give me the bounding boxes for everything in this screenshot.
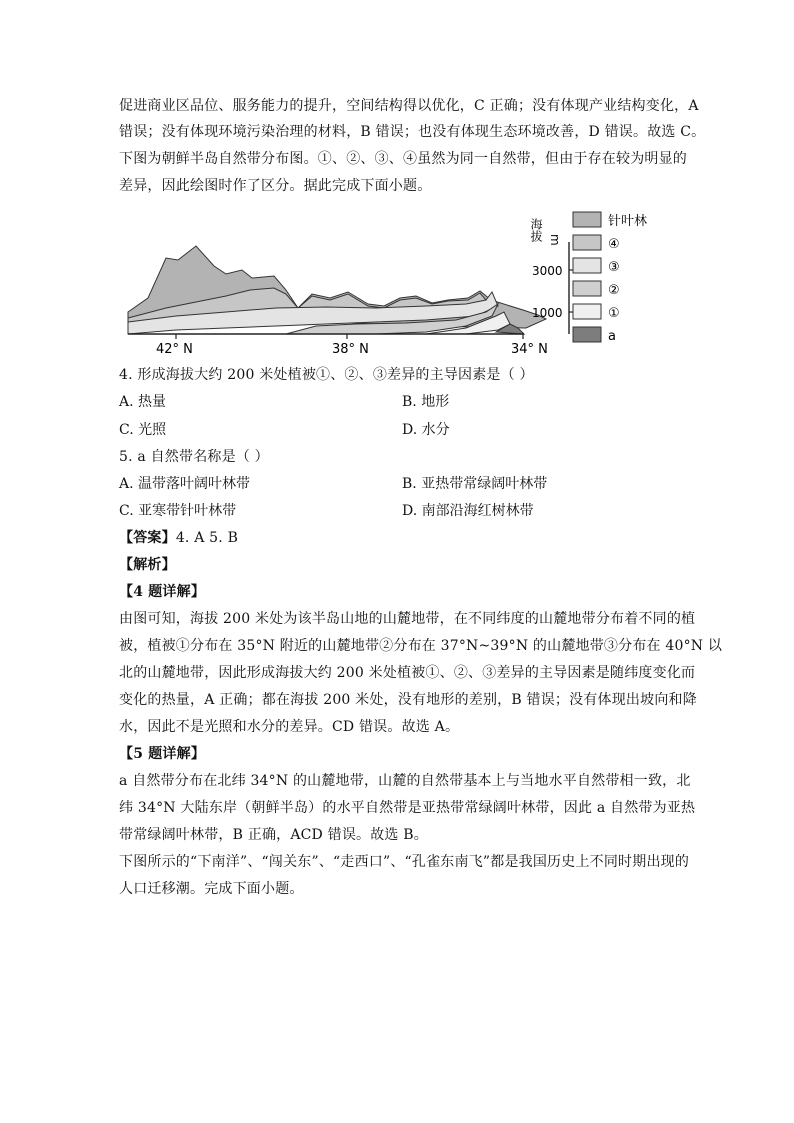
x-tick-label-3: 34° N (511, 342, 548, 357)
analysis-label: 【解析】 (119, 557, 176, 573)
detail-4-line-1: 由图可知，海拔 200 米处为该半岛山地的山麓地带，在不同纬度的山麓地带分布着不同的植 (119, 611, 696, 627)
legend-swatch-2 (573, 281, 601, 296)
natural-zone-profile-figure (126, 208, 666, 358)
detail-5-label: 【5 题详解】 (119, 746, 206, 762)
legend-label-3: ③ (608, 260, 620, 275)
q5-stem: 5. a 自然带名称是（ ） (119, 449, 269, 465)
intro-line-2: 错误；没有体现环境污染治理的材料，B 错误；也没有体现生态环境改善，D 错误。故选 C。 (119, 124, 706, 140)
y-axis-unit: m (548, 234, 562, 246)
q4-option-c[interactable]: C. 光照 (119, 422, 167, 438)
legend-swatch-a (573, 327, 601, 342)
legend (573, 212, 647, 344)
profile-svg (126, 208, 666, 358)
answer-label: 【答案】 (119, 530, 176, 546)
q5-option-c[interactable]: C. 亚寒带针叶林带 (119, 503, 237, 519)
legend-swatch-1 (573, 304, 601, 319)
legend-swatch-3 (573, 258, 601, 273)
detail-4-label: 【4 题详解】 (119, 584, 206, 600)
q4-option-b[interactable]: B. 地形 (402, 394, 450, 410)
intro-line-1: 促进商业区品位、服务能力的提升，空间结构得以优化，C 正确；没有体现产业结构变化，A (119, 98, 699, 114)
q4-stem: 4. 形成海拔大约 200 米处植被①、②、③差异的主导因素是（ ） (119, 367, 534, 383)
intro-line-3: 下图为朝鲜半岛自然带分布图。①、②、③、④虽然为同一自然带，但由于存在较为明显的 (119, 151, 687, 167)
answer-line (119, 528, 238, 548)
detail-4-line-4: 变化的热量，A 正确；都在海拔 200 米处，没有地形的差别，B 错误；没有体现出坡向和降 (119, 692, 697, 708)
q5-option-d[interactable]: D. 南部沿海红树林带 (402, 503, 534, 519)
legend-label-1: ① (608, 306, 620, 321)
q5-option-a[interactable]: A. 温带落叶阔叶林带 (119, 476, 251, 492)
detail-5-line-3: 带常绿阔叶林带，B 正确，ACD 错误。故选 B。 (119, 827, 428, 843)
detail-4-line-2: 被，植被①分布在 35°N 附近的山麓地带②分布在 37°N~39°N 的山麓地带③分布在 40°N 以 (119, 638, 723, 654)
q5-option-b[interactable]: B. 亚热带常绿阔叶林带 (402, 476, 548, 492)
detail-4-line-5: 水，因此不是光照和水分的差异。CD 错误。故选 A。 (119, 719, 460, 735)
q4-option-a[interactable]: A. 热量 (119, 394, 167, 410)
legend-swatch-4 (573, 235, 601, 250)
x-tick-label-2: 38° N (332, 342, 369, 357)
legend-label-conifer: 针叶林 (608, 214, 648, 229)
legend-label-4: ④ (608, 237, 620, 252)
intro-line-4: 差异，因此绘图时作了区分。据此完成下面小题。 (119, 178, 432, 194)
detail-5-line-1: a 自然带分布在北纬 34°N 的山麓地带，山麓的自然带基本上与当地水平自然带相一致，北 (119, 773, 691, 789)
x-tick-label-1: 42° N (156, 342, 193, 357)
y-axis-title: 海拔 (529, 218, 543, 242)
q4-option-d[interactable]: D. 水分 (402, 422, 450, 438)
y-tick-label-1000: 1000 (532, 306, 563, 320)
tail-line-1: 下图所示的“下南洋”、“闯关东”、“走西口”、“孔雀东南飞”都是我国历史上不同时期出现的 (119, 854, 690, 870)
detail-4-line-3: 北的山麓地带，因此形成海拔大约 200 米处植被①、②、③差异的主导因素是随纬度变化而 (119, 665, 696, 681)
detail-5-line-2: 纬 34°N 大陆东岸（朝鲜半岛）的水平自然带是亚热带常绿阔叶林带，因此 a 自然带为亚热 (119, 800, 696, 816)
legend-swatch-conifer (573, 212, 601, 227)
legend-label-2: ② (608, 283, 620, 298)
answer-text: 4. A 5. B (175, 530, 239, 546)
y-tick-label-3000: 3000 (532, 264, 563, 278)
legend-label-a: a (608, 329, 616, 344)
tail-line-2: 人口迁移潮。完成下面小题。 (119, 881, 304, 897)
